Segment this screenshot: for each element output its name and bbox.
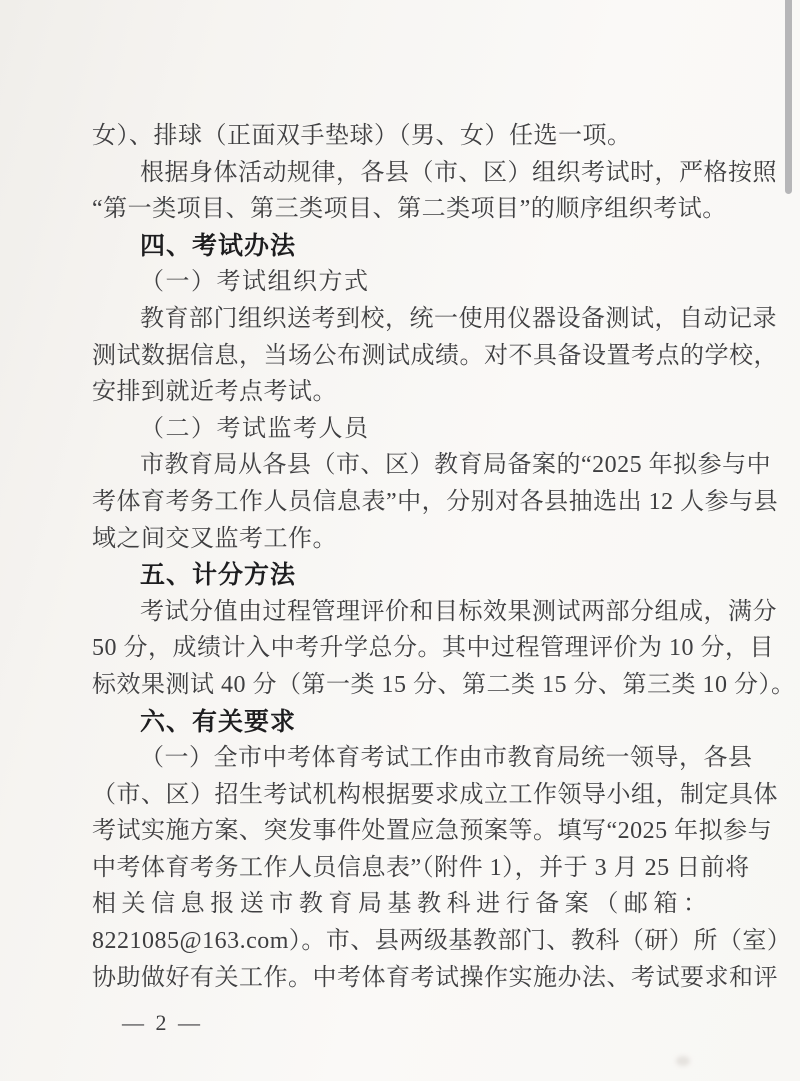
section-heading: 五、计分方法 [140, 561, 297, 590]
scrollbar-thumb[interactable] [785, 0, 792, 194]
document-line: （市、区）招生考试机构根据要求成立工作领导小组，制定具体 [92, 781, 778, 808]
document-line: 根据身体活动规律，各县（市、区）组织考试时，严格按照 [140, 159, 777, 186]
document-line: 50 分，成绩计入中考升学总分。其中过程管理评价为 10 分，目 [92, 635, 774, 662]
document-line: 市教育局从各县（市、区）教育局备案的“2025 年拟参与中 [140, 452, 772, 479]
scan-smudge [676, 1056, 690, 1066]
subsection-heading: （一）考试组织方式 [140, 269, 370, 296]
document-line: 考试分值由过程管理评价和目标效果测试两部分组成，满分 [140, 598, 777, 625]
document-line: （一）全市中考体育考试工作由市教育局统一领导，各县 [140, 745, 753, 772]
document-line: 域之间交叉监考工作。 [92, 525, 337, 552]
document-line: 相关信息报送市教育局基教科进行备案（邮箱： [92, 891, 707, 918]
subsection-heading: （二）考试监考人员 [140, 415, 370, 442]
section-heading: 四、考试办法 [140, 231, 297, 260]
document-line: 中考体育考务工作人员信息表”（附件 1），并于 3 月 25 日前将 [92, 854, 750, 881]
document-line: 标效果测试 40 分（第一类 15 分、第二类 15 分、第三类 10 分）。 [92, 671, 796, 698]
page-number: — 2 — [122, 1010, 203, 1036]
document-text-block [92, 118, 796, 1036]
section-heading: 六、有关要求 [140, 707, 297, 736]
document-line: 教育部门组织送考到校，统一使用仪器设备测试，自动记录 [140, 305, 777, 332]
document-line: 考体育考务工作人员信息表”中，分别对各县抽选出 12 人参与县 [92, 488, 779, 515]
document-line: 协助做好有关工作。中考体育考试操作实施办法、考试要求和评 [92, 964, 778, 991]
document-line: 考试实施方案、突发事件处置应急预案等。填写“2025 年拟参与 [92, 818, 773, 845]
document-line: 女）、排球（正面双手垫球）（男、女）任选一项。 [92, 123, 632, 149]
document-line: 安排到就近考点考试。 [92, 379, 337, 406]
document-line: “第一类项目、第三类项目、第二类项目”的顺序组织考试。 [92, 196, 727, 223]
document-line: 测试数据信息，当场公布测试成绩。对不具备设置考点的学校， [92, 342, 778, 369]
document-line: 8221085@163.com）。市、县两级基教部门、教科（研）所（室） [92, 928, 792, 955]
